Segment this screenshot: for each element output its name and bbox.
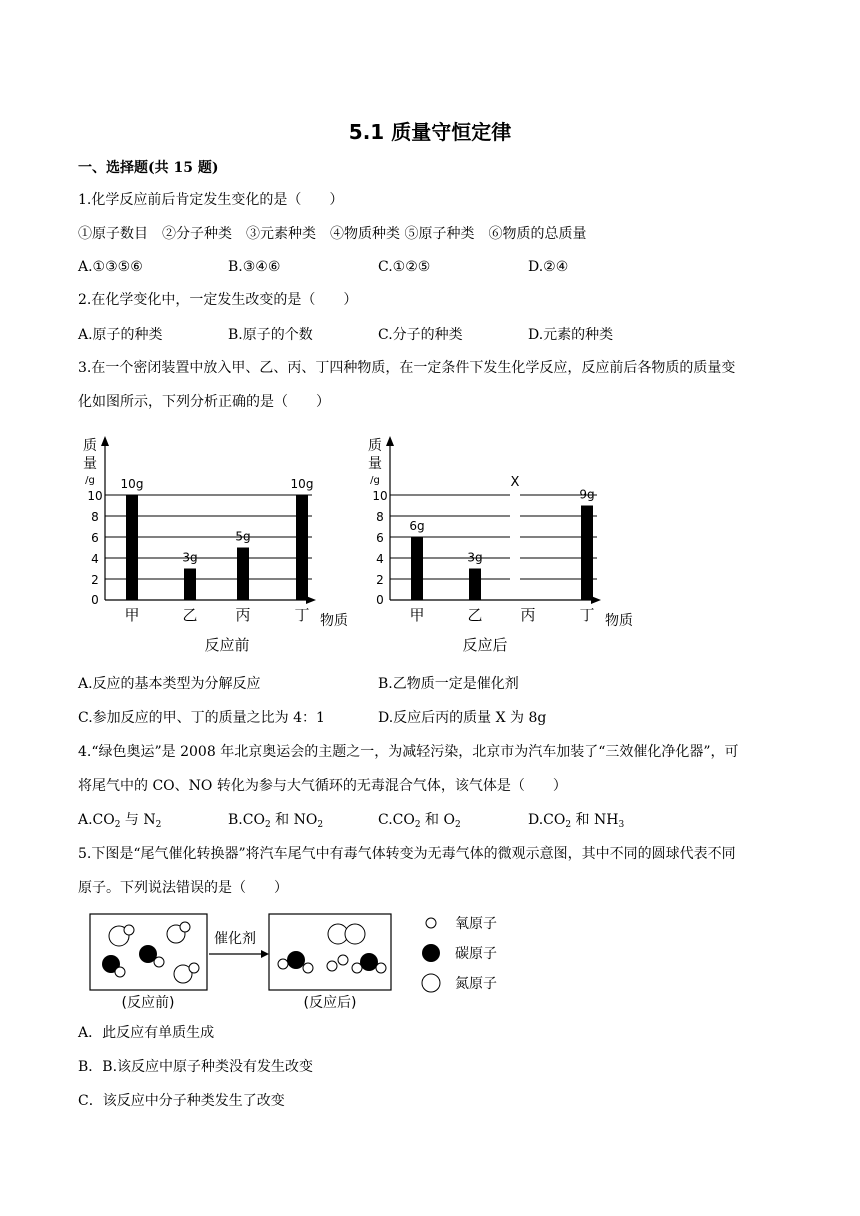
q4-option-a[interactable]: $A.CO_2$ 与 $N_2$ xyxy=(78,812,162,830)
q2-option-a[interactable]: A.原子的种类 xyxy=(78,327,163,343)
y-tick-label: 2 xyxy=(91,573,99,587)
bar xyxy=(237,548,249,601)
q1-items: ①原子数目 ②分子种类 ③元素种类 ④物质种类 ⑤原子种类 ⑥物质的总质量 xyxy=(78,226,587,242)
y-tick-label: 2 xyxy=(376,573,384,587)
data-label: 10g xyxy=(120,477,144,491)
q1-option-d[interactable]: D.②④ xyxy=(528,259,569,275)
q5-option-c[interactable]: C．该反应中分子种类发生了改变 xyxy=(78,1093,285,1109)
q4-stem-line1: 4.“绿色奥运”是 2008 年北京奥运会的主题之一，为减轻污染，北京市为汽车加装了“三效催化净化器”，可 xyxy=(78,744,739,760)
oxygen-atom xyxy=(376,963,386,973)
q4-option-b[interactable]: $B.CO_2$ 和 $NO_2$ xyxy=(228,812,324,830)
q1-option-a[interactable]: A.①③⑤⑥ xyxy=(78,259,143,275)
oxygen-atom xyxy=(124,925,134,935)
q5-stem-line1: 5.下图是“尾气催化转换器”将汽车尾气中有毒气体转变为无毒气体的微观示意图，其中不同的圆球代表不同 xyxy=(78,846,736,862)
oxygen-atom xyxy=(338,955,348,965)
oxygen-atom xyxy=(278,959,288,969)
bar xyxy=(581,506,593,601)
x-tick-label: 丁 xyxy=(294,606,310,624)
y-axis-label: /g xyxy=(370,475,380,486)
q2-stem: 2.在化学变化中，一定发生改变的是（ ） xyxy=(78,292,358,308)
reaction-diagram xyxy=(85,908,525,1012)
data-label: 9g xyxy=(579,487,595,502)
oxygen-atom xyxy=(154,957,164,967)
nitrogen-atom xyxy=(345,924,365,944)
x-tick-label: 丙 xyxy=(520,606,536,624)
x-tick-label: 甲 xyxy=(124,606,140,624)
x-tick-label: 丙 xyxy=(235,606,251,624)
bar xyxy=(184,569,196,601)
bar-chart-after xyxy=(355,428,655,660)
catalyst-label: 催化剂 xyxy=(214,931,256,947)
bar xyxy=(469,569,481,601)
q3-stem-line1: 3.在一个密闭装置中放入甲、乙、丙、丁四种物质，在一定条件下发生化学反应，反应前后各物质的质量变 xyxy=(78,360,736,376)
x-tick-label: 乙 xyxy=(467,606,483,624)
chart-caption: 反应后 xyxy=(462,636,508,654)
q3-option-c[interactable]: C.参加反应的甲、丁的质量之比为 4：1 xyxy=(78,710,325,726)
q2-option-b[interactable]: B.原子的个数 xyxy=(228,327,313,343)
x-tick-label: 乙 xyxy=(182,606,198,624)
oxygen-atom xyxy=(327,961,337,971)
q1-option-b[interactable]: B.③④⑥ xyxy=(228,259,281,275)
y-tick-label: 4 xyxy=(91,552,99,566)
data-label: 5g xyxy=(235,529,251,544)
x-axis-label: 物质 xyxy=(605,613,633,629)
legend-oxygen-label: 氧原子 xyxy=(455,916,497,932)
y-axis-label: /g xyxy=(85,475,95,486)
y-tick-label: 6 xyxy=(91,531,99,545)
x-tick-label: 甲 xyxy=(409,606,425,624)
legend-oxygen-icon xyxy=(426,918,436,928)
carbon-atom xyxy=(360,953,378,971)
legend-nitrogen-icon xyxy=(422,974,440,992)
y-axis-label: 量 xyxy=(83,456,97,472)
q4-option-c[interactable]: $C.CO_2$ 和 $O_2$ xyxy=(378,812,461,830)
before-label: (反应前) xyxy=(121,995,175,1011)
after-box xyxy=(269,914,391,990)
y-tick-label: 8 xyxy=(91,510,99,524)
legend-carbon-icon xyxy=(422,944,440,962)
y-axis-label: 量 xyxy=(368,456,382,472)
x-tick-label: 丁 xyxy=(579,606,595,624)
y-axis-label: 质 xyxy=(83,438,97,454)
q4-stem-line2: 将尾气中的 CO、NO 转化为参与大气循环的无毒混合气体，该气体是（ ） xyxy=(78,778,567,794)
bar-chart-before xyxy=(70,428,370,660)
y-tick-label: 8 xyxy=(376,510,384,524)
data-label: 3g xyxy=(467,550,483,565)
q3-stem-line2: 化如图所示，下列分析正确的是（ ） xyxy=(78,394,330,410)
data-label: 10g xyxy=(290,477,314,491)
legend-nitrogen-label: 氮原子 xyxy=(455,976,497,992)
oxygen-atom xyxy=(115,967,125,977)
y-axis-label: 质 xyxy=(368,438,382,454)
arrow-head-icon xyxy=(261,950,269,958)
chart-caption: 反应前 xyxy=(204,636,250,654)
data-label: 3g xyxy=(182,550,198,565)
q3-option-a[interactable]: A.反应的基本类型为分解反应 xyxy=(78,676,261,692)
legend-carbon-label: 碳原子 xyxy=(455,946,497,962)
q5-stem-line2: 原子。下列说法错误的是（ ） xyxy=(78,880,288,896)
carbon-atom xyxy=(287,951,305,969)
y-tick-label: 10 xyxy=(87,489,103,503)
bar xyxy=(296,495,308,600)
q4-option-d[interactable]: $D.CO_2$ 和 $NH_3$ xyxy=(528,812,625,830)
q3-option-d[interactable]: D.反应后丙的质量 X 为 8g xyxy=(378,710,547,726)
q1-stem: 1.化学反应前后肯定发生变化的是（ ） xyxy=(78,192,344,208)
bar xyxy=(126,495,138,600)
x-axis-label: 物质 xyxy=(320,613,348,629)
q5-option-b[interactable]: B．B.该反应中原子种类没有发生改变 xyxy=(78,1059,314,1075)
q2-option-d[interactable]: D.元素的种类 xyxy=(528,327,614,343)
y-tick-label: 10 xyxy=(372,489,388,503)
q3-option-b[interactable]: B.乙物质一定是催化剂 xyxy=(378,676,519,692)
q5-option-a[interactable]: A．此反应有单质生成 xyxy=(78,1025,215,1041)
oxygen-atom xyxy=(189,963,199,973)
q2-option-c[interactable]: C.分子的种类 xyxy=(378,327,463,343)
after-label: (反应后) xyxy=(303,995,357,1011)
y-tick-label: 6 xyxy=(376,531,384,545)
bar xyxy=(411,537,423,600)
q1-option-c[interactable]: C.①②⑤ xyxy=(378,259,431,275)
y-axis-arrow-icon xyxy=(386,436,394,446)
section-heading: 一、选择题(共 15 题) xyxy=(78,160,219,176)
y-tick-label: 0 xyxy=(91,593,99,607)
oxygen-atom xyxy=(303,963,313,973)
data-label: 6g xyxy=(409,519,425,533)
page-title: 5.1 质量守恒定律 xyxy=(348,120,512,144)
y-tick-label: 0 xyxy=(376,593,384,607)
data-label: X xyxy=(510,475,520,490)
y-tick-label: 4 xyxy=(376,552,384,566)
y-axis-arrow-icon xyxy=(101,436,109,446)
oxygen-atom xyxy=(180,922,190,932)
